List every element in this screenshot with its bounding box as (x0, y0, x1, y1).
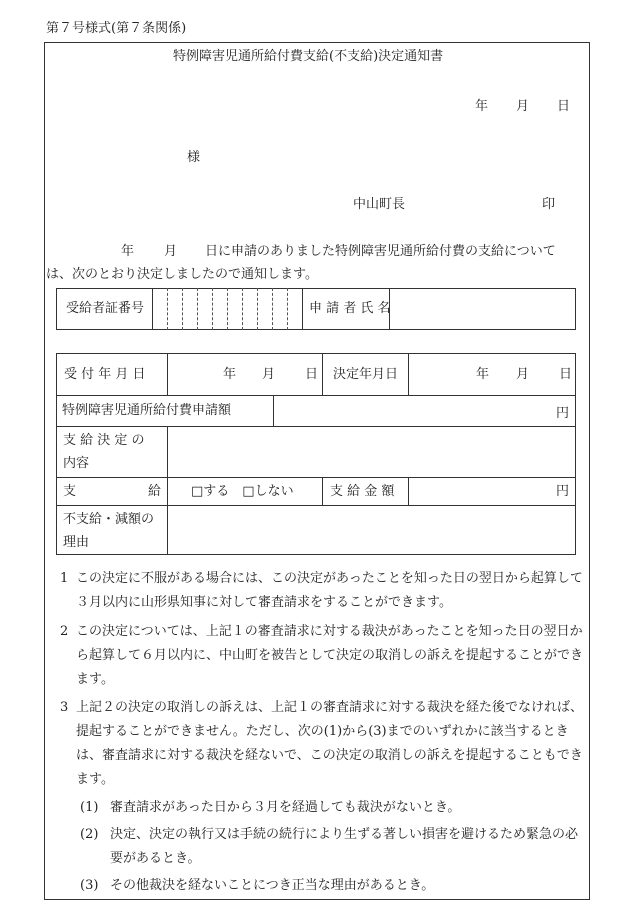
sub-note-text: その他裁決を経ないことにつき正当な理由があるとき。 (110, 878, 435, 893)
received-date-label: 受 付 年 月 日 (64, 367, 146, 382)
received-month: 月 (262, 367, 276, 382)
decision-content-label-2: 内容 (63, 456, 90, 471)
requested-amount-label: 特例障害児通所給付費申請額 (62, 403, 232, 418)
sub-note-number: (3) (80, 878, 99, 893)
note-1 (60, 567, 585, 615)
reason-label-2: 理由 (63, 535, 90, 550)
sub-note-number: (1) (80, 800, 99, 815)
document-title: 特例障害児通所給付費支給(不支給)決定通知書 (173, 49, 444, 64)
payment-amount-label: 支 給 金 額 (330, 484, 395, 499)
addressee-suffix: 様 (187, 150, 201, 165)
recipient-id-field[interactable] (157, 292, 297, 326)
intro-month: 月 (164, 244, 178, 259)
intro-year: 年 (121, 244, 135, 259)
received-year: 年 (223, 367, 237, 382)
decision-year: 年 (476, 367, 490, 382)
applicant-name-field[interactable] (395, 296, 570, 322)
sub-note-text: 決定、決定の執行又は手続の続行により生ずる著しい損害を避けるため緊急の必要があるとき。 (110, 827, 579, 866)
payment-label-a: 支 (63, 484, 77, 499)
sub-note-text: 審査請求があった日から３月を経過しても裁決がないとき。 (110, 800, 461, 815)
form-number: 第７号様式(第７条関係) (46, 21, 187, 36)
reason-field[interactable] (172, 509, 570, 551)
seal-mark: 印 (542, 197, 556, 212)
decision-day: 日 (559, 367, 573, 382)
date-day: 日 (557, 99, 571, 114)
note-number: 3 (60, 700, 69, 715)
received-day: 日 (305, 367, 319, 382)
requested-amount-unit: 円 (556, 406, 570, 421)
intro-line1: 日に申請のありました特例障害児通所給付費の支給について (205, 244, 556, 259)
note-2 (60, 620, 585, 692)
note-text: この決定に不服がある場合には、この決定があったことを知った日の翌日から起算して３月以内に山形県知事に対して審査請求をすることができます。 (76, 571, 583, 610)
note-3 (60, 696, 585, 792)
sub-note-3 (80, 874, 585, 898)
note-number: 2 (60, 624, 69, 639)
decision-month: 月 (516, 367, 530, 382)
decision-content-label-1: 支 給 決 定 の (63, 433, 145, 448)
date-year: 年 (475, 99, 489, 114)
decision-content-field[interactable] (172, 430, 570, 473)
payment-label-b: 給 (148, 484, 162, 499)
applicant-name-label: 申 請 者 氏 名 (309, 301, 391, 316)
recipient-id-label: 受給者証番号 (66, 301, 145, 316)
note-text: この決定については、上記１の審査請求に対する裁決があったことを知った日の翌日から起算して６月以内に、中山町を被告として決定の取消しの訴えを提起することができます。 (76, 624, 584, 687)
sub-note-number: (2) (80, 827, 99, 842)
payment-amount-field[interactable] (413, 480, 548, 502)
requested-amount-field[interactable] (278, 399, 548, 423)
issuer: 中山町長 (353, 197, 406, 212)
sub-note-2 (80, 823, 585, 871)
payment-options[interactable]: □する □しない (191, 484, 294, 499)
decision-date-label: 決定年月日 (333, 367, 399, 382)
note-number: 1 (60, 571, 69, 586)
note-text: 上記２の決定の取消しの訴えは、上記１の審査請求に対する裁決を経た後でなければ、提起することができません。ただし、次の(1)から(3)までのいずれかに該当するときは、審査請求に対する裁決を経ないで、この決定の取消しの訴えを提起することもできます。 (76, 700, 584, 787)
intro-line2: は、次のとおり決定しましたので通知します。 (46, 267, 318, 282)
date-month: 月 (516, 99, 530, 114)
payment-amount-unit: 円 (556, 484, 570, 499)
sub-note-1 (80, 796, 585, 820)
reason-label-1: 不支給・減額の (63, 512, 155, 527)
